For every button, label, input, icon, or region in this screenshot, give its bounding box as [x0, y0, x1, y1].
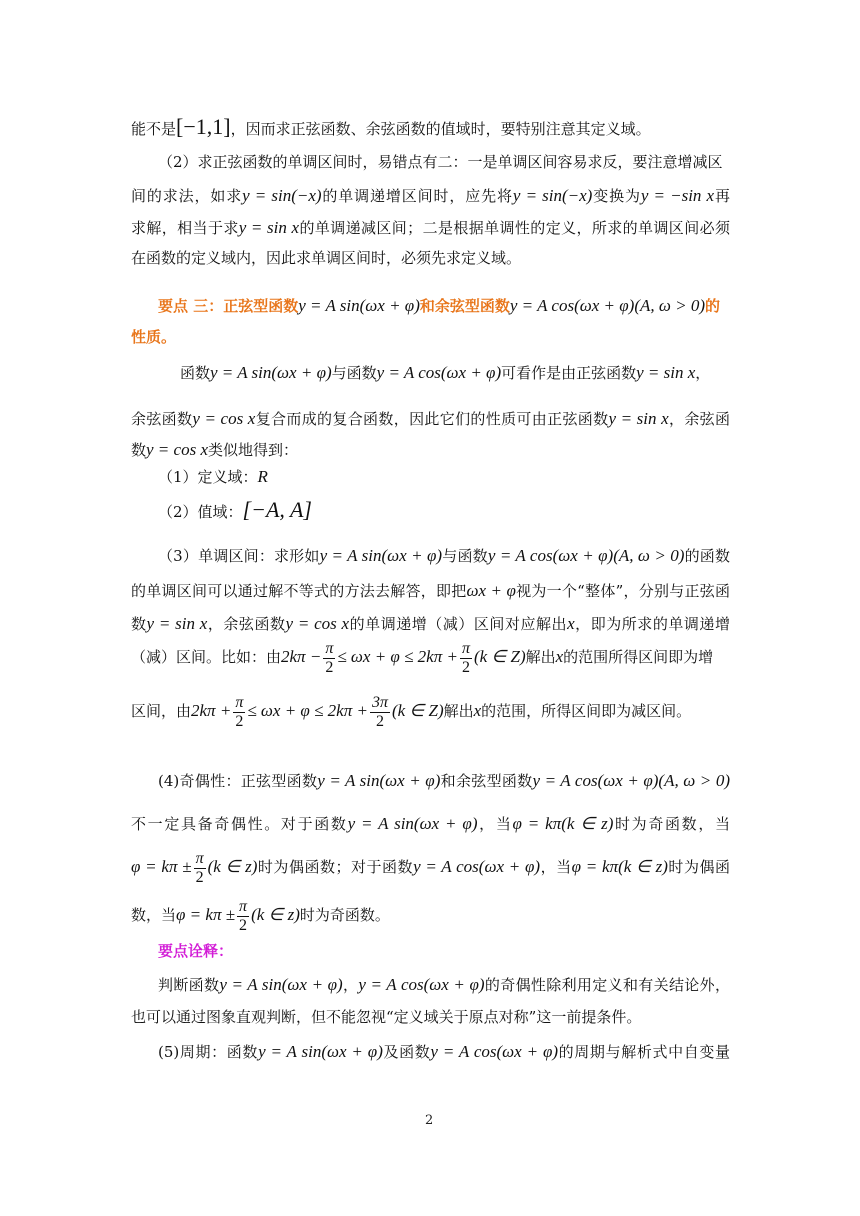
text: ，即为所求的单调递增: [574, 615, 730, 633]
numerator: π: [195, 850, 204, 867]
formula: y = sin(−x): [512, 186, 593, 205]
paragraph-line: [131, 1010, 641, 1025]
paragraph-line: [131, 410, 730, 427]
paragraph-line: [180, 364, 710, 381]
numerator: π: [235, 694, 244, 711]
formula: R: [257, 467, 268, 486]
formula: x: [555, 647, 564, 667]
text: 及函数: [382, 1043, 431, 1061]
text: 时为偶函: [667, 858, 730, 877]
formula: (k ∈ Z): [473, 647, 526, 667]
text: 的单调递减区间；二是根据单调性的定义，所求的单调区间必须: [299, 219, 730, 237]
formula: (k ∈ z): [251, 905, 300, 925]
heading-text: 要点 三：正弦型函数: [158, 297, 299, 315]
heading-text: 性质。: [131, 328, 177, 346]
denominator: 2: [235, 712, 244, 730]
label: （2）值域：: [158, 503, 243, 521]
text: （减）区间。比如：由: [131, 648, 282, 667]
text: 视为一个“整体”，分别与正弦函: [515, 582, 730, 600]
range-line: [158, 499, 312, 521]
paragraph-line: [158, 772, 730, 789]
formula: x: [473, 701, 482, 721]
paragraph-line: [131, 815, 730, 832]
section-heading-cont: [131, 330, 176, 345]
formula: y = A cos(ωx + φ)(A, ω > 0): [487, 546, 685, 565]
formula: y = A cos(ωx + φ): [430, 1042, 559, 1061]
numerator: π: [325, 640, 334, 657]
formula: y = cos x: [146, 440, 208, 459]
paragraph-line: [158, 155, 723, 170]
formula: y = A sin(ωx + φ): [347, 814, 478, 833]
text: 和余弦型函数: [440, 772, 533, 790]
text: (5)周期：函数: [158, 1043, 259, 1061]
text: 的函数: [684, 547, 730, 565]
text: 与函数: [442, 547, 488, 565]
formula: y = A cos(ωx + φ): [413, 857, 541, 877]
formula: 2kπ −: [281, 647, 322, 667]
formula: (k ∈ Z): [391, 701, 444, 721]
formula: y = A sin(ωx + φ): [319, 546, 443, 565]
text: 解出: [525, 648, 556, 667]
formula: φ = kπ(k ∈ z): [512, 814, 614, 833]
formula: y = A sin(ωx + φ): [317, 771, 441, 790]
formula: y = sin(−x): [242, 186, 322, 205]
paragraph-line: [131, 116, 651, 138]
text: （2）求正弦函数的单调区间时，易错点有二：一是单调区间容易求反，要注意增减区: [158, 153, 723, 171]
text: ，: [342, 976, 359, 994]
text: ，当: [540, 858, 572, 877]
denominator: 2: [325, 658, 334, 676]
formula: φ = kπ(k ∈ z): [571, 857, 668, 877]
numerator: π: [461, 640, 470, 657]
text: 数: [131, 615, 147, 633]
formula: φ = kπ ±: [131, 857, 192, 877]
text: ，因而求正弦函数、余弦函数的值域时，要特别注意其定义域。: [230, 120, 651, 138]
fraction: [460, 640, 472, 676]
formula: y = A sin(ωx + φ): [258, 1042, 383, 1061]
text: 间的求法，如求: [131, 187, 243, 205]
formula: y = A cos(ωx + φ)(A, ω > 0): [532, 771, 730, 790]
text: 求解，相当于求: [131, 219, 239, 237]
text: 数，当: [131, 906, 177, 925]
domain-line: [158, 468, 268, 485]
text: 复合而成的复合函数，因此它们的性质可由正弦函数: [255, 410, 609, 428]
denominator: 2: [239, 916, 248, 934]
paragraph-line: [131, 441, 298, 458]
paragraph-line: [131, 251, 521, 266]
formula: y = sin x: [608, 409, 669, 428]
text: 的单调区间可以通过解不等式的方法去解答，即把: [131, 582, 467, 600]
formula: y = cos x: [192, 409, 256, 428]
text: ，: [695, 364, 711, 382]
formula: y = A sin(ωx + φ): [298, 296, 420, 315]
text: 的单调递增（减）区间对应解出: [349, 615, 568, 633]
fraction: [323, 640, 335, 676]
page-number: 2: [425, 1113, 434, 1128]
text: 不一定具备奇偶性。对于函数: [131, 815, 348, 833]
formula: y = A sin(ωx + φ): [210, 363, 332, 382]
paragraph-line: [158, 976, 730, 993]
text: 的范围所得区间即为增: [563, 648, 714, 667]
text: 函数: [180, 364, 211, 382]
denominator: 2: [195, 868, 204, 886]
text: 的周期与解析式中自变量: [558, 1043, 731, 1061]
heading-text: 的: [705, 297, 721, 315]
text: 数: [131, 441, 147, 459]
heading-text: 要点诠释：: [158, 942, 234, 960]
paragraph-line: [131, 187, 730, 204]
numerator: 3π: [371, 694, 388, 711]
heading-text: 和余弦型函数: [419, 297, 510, 315]
text: 区间，由: [131, 702, 192, 721]
text: 类似地得到：: [208, 441, 299, 459]
fraction: [370, 694, 390, 730]
formula: ωx + φ: [466, 581, 516, 600]
numerator: π: [239, 898, 248, 915]
interval-expression: [−1,1]: [176, 114, 231, 139]
paragraph-line: [131, 694, 691, 730]
fraction: [233, 694, 245, 730]
text: ，当: [477, 815, 513, 833]
fraction: [194, 850, 206, 886]
text: 的单调递增区间时，应先将: [321, 187, 513, 205]
label: （1）定义域：: [158, 468, 258, 486]
formula: 2kπ +: [191, 701, 232, 721]
formula: [−A, A]: [242, 497, 312, 522]
denominator: 2: [461, 658, 470, 676]
formula: y = sin x: [636, 363, 696, 382]
text: 能不是: [131, 120, 177, 138]
paragraph-line: [131, 582, 730, 599]
text: 也可以通过图象直观判断，但不能忽视“定义域关于原点对称”这一前提条件。: [131, 1008, 642, 1026]
text: 解出: [443, 702, 474, 721]
paragraph-line: [131, 850, 730, 886]
text: 再: [714, 187, 730, 205]
text: ，余弦函: [668, 410, 730, 428]
text: 在函数的定义域内，因此求单调区间时，必须先求定义域。: [131, 249, 522, 267]
paragraph-line: [158, 1043, 730, 1060]
formula: y = sin x: [146, 614, 208, 633]
text: 可看作是由正弦函数: [501, 364, 637, 382]
text: 时为奇函数，当: [613, 815, 730, 833]
text: 的奇偶性除利用定义和有关结论外，: [484, 976, 730, 994]
text: 时为偶函数；对于函数: [257, 858, 414, 877]
text: 的范围，所得区间即为减区间。: [481, 702, 692, 721]
text: 与函数: [331, 364, 377, 382]
paragraph-line: [131, 898, 390, 934]
paragraph-line: [131, 219, 730, 236]
formula: y = A sin(ωx + φ): [219, 975, 343, 994]
paragraph-line: [131, 615, 730, 632]
formula: (k ∈ z): [207, 857, 258, 877]
formula: ≤ ωx + φ ≤ 2kπ +: [337, 647, 458, 667]
formula: y = A cos(ωx + φ): [358, 975, 485, 994]
paragraph-line: [158, 547, 730, 564]
text: (4)奇偶性：正弦型函数: [158, 772, 318, 790]
text: 判断函数: [158, 976, 220, 994]
text: ，余弦函数: [207, 615, 286, 633]
denominator: 2: [375, 712, 384, 730]
text: 余弦函数: [131, 410, 193, 428]
text: 变换为: [592, 187, 641, 205]
formula: x: [567, 614, 575, 633]
text: （3）单调区间：求形如: [158, 547, 320, 565]
section-heading: [158, 297, 720, 314]
formula: y = A cos(ωx + φ): [376, 363, 502, 382]
note-heading: [158, 944, 233, 959]
text: 时为奇函数。: [299, 906, 390, 925]
formula: y = cos x: [285, 614, 350, 633]
formula: y = sin x: [238, 218, 300, 237]
formula: ≤ ωx + φ ≤ 2kπ +: [247, 701, 368, 721]
formula: φ = kπ ±: [176, 905, 236, 925]
fraction: [237, 898, 249, 934]
formula: y = A cos(ωx + φ)(A, ω > 0): [509, 296, 706, 315]
paragraph-line: [131, 640, 713, 676]
formula: y = −sin x: [640, 186, 715, 205]
